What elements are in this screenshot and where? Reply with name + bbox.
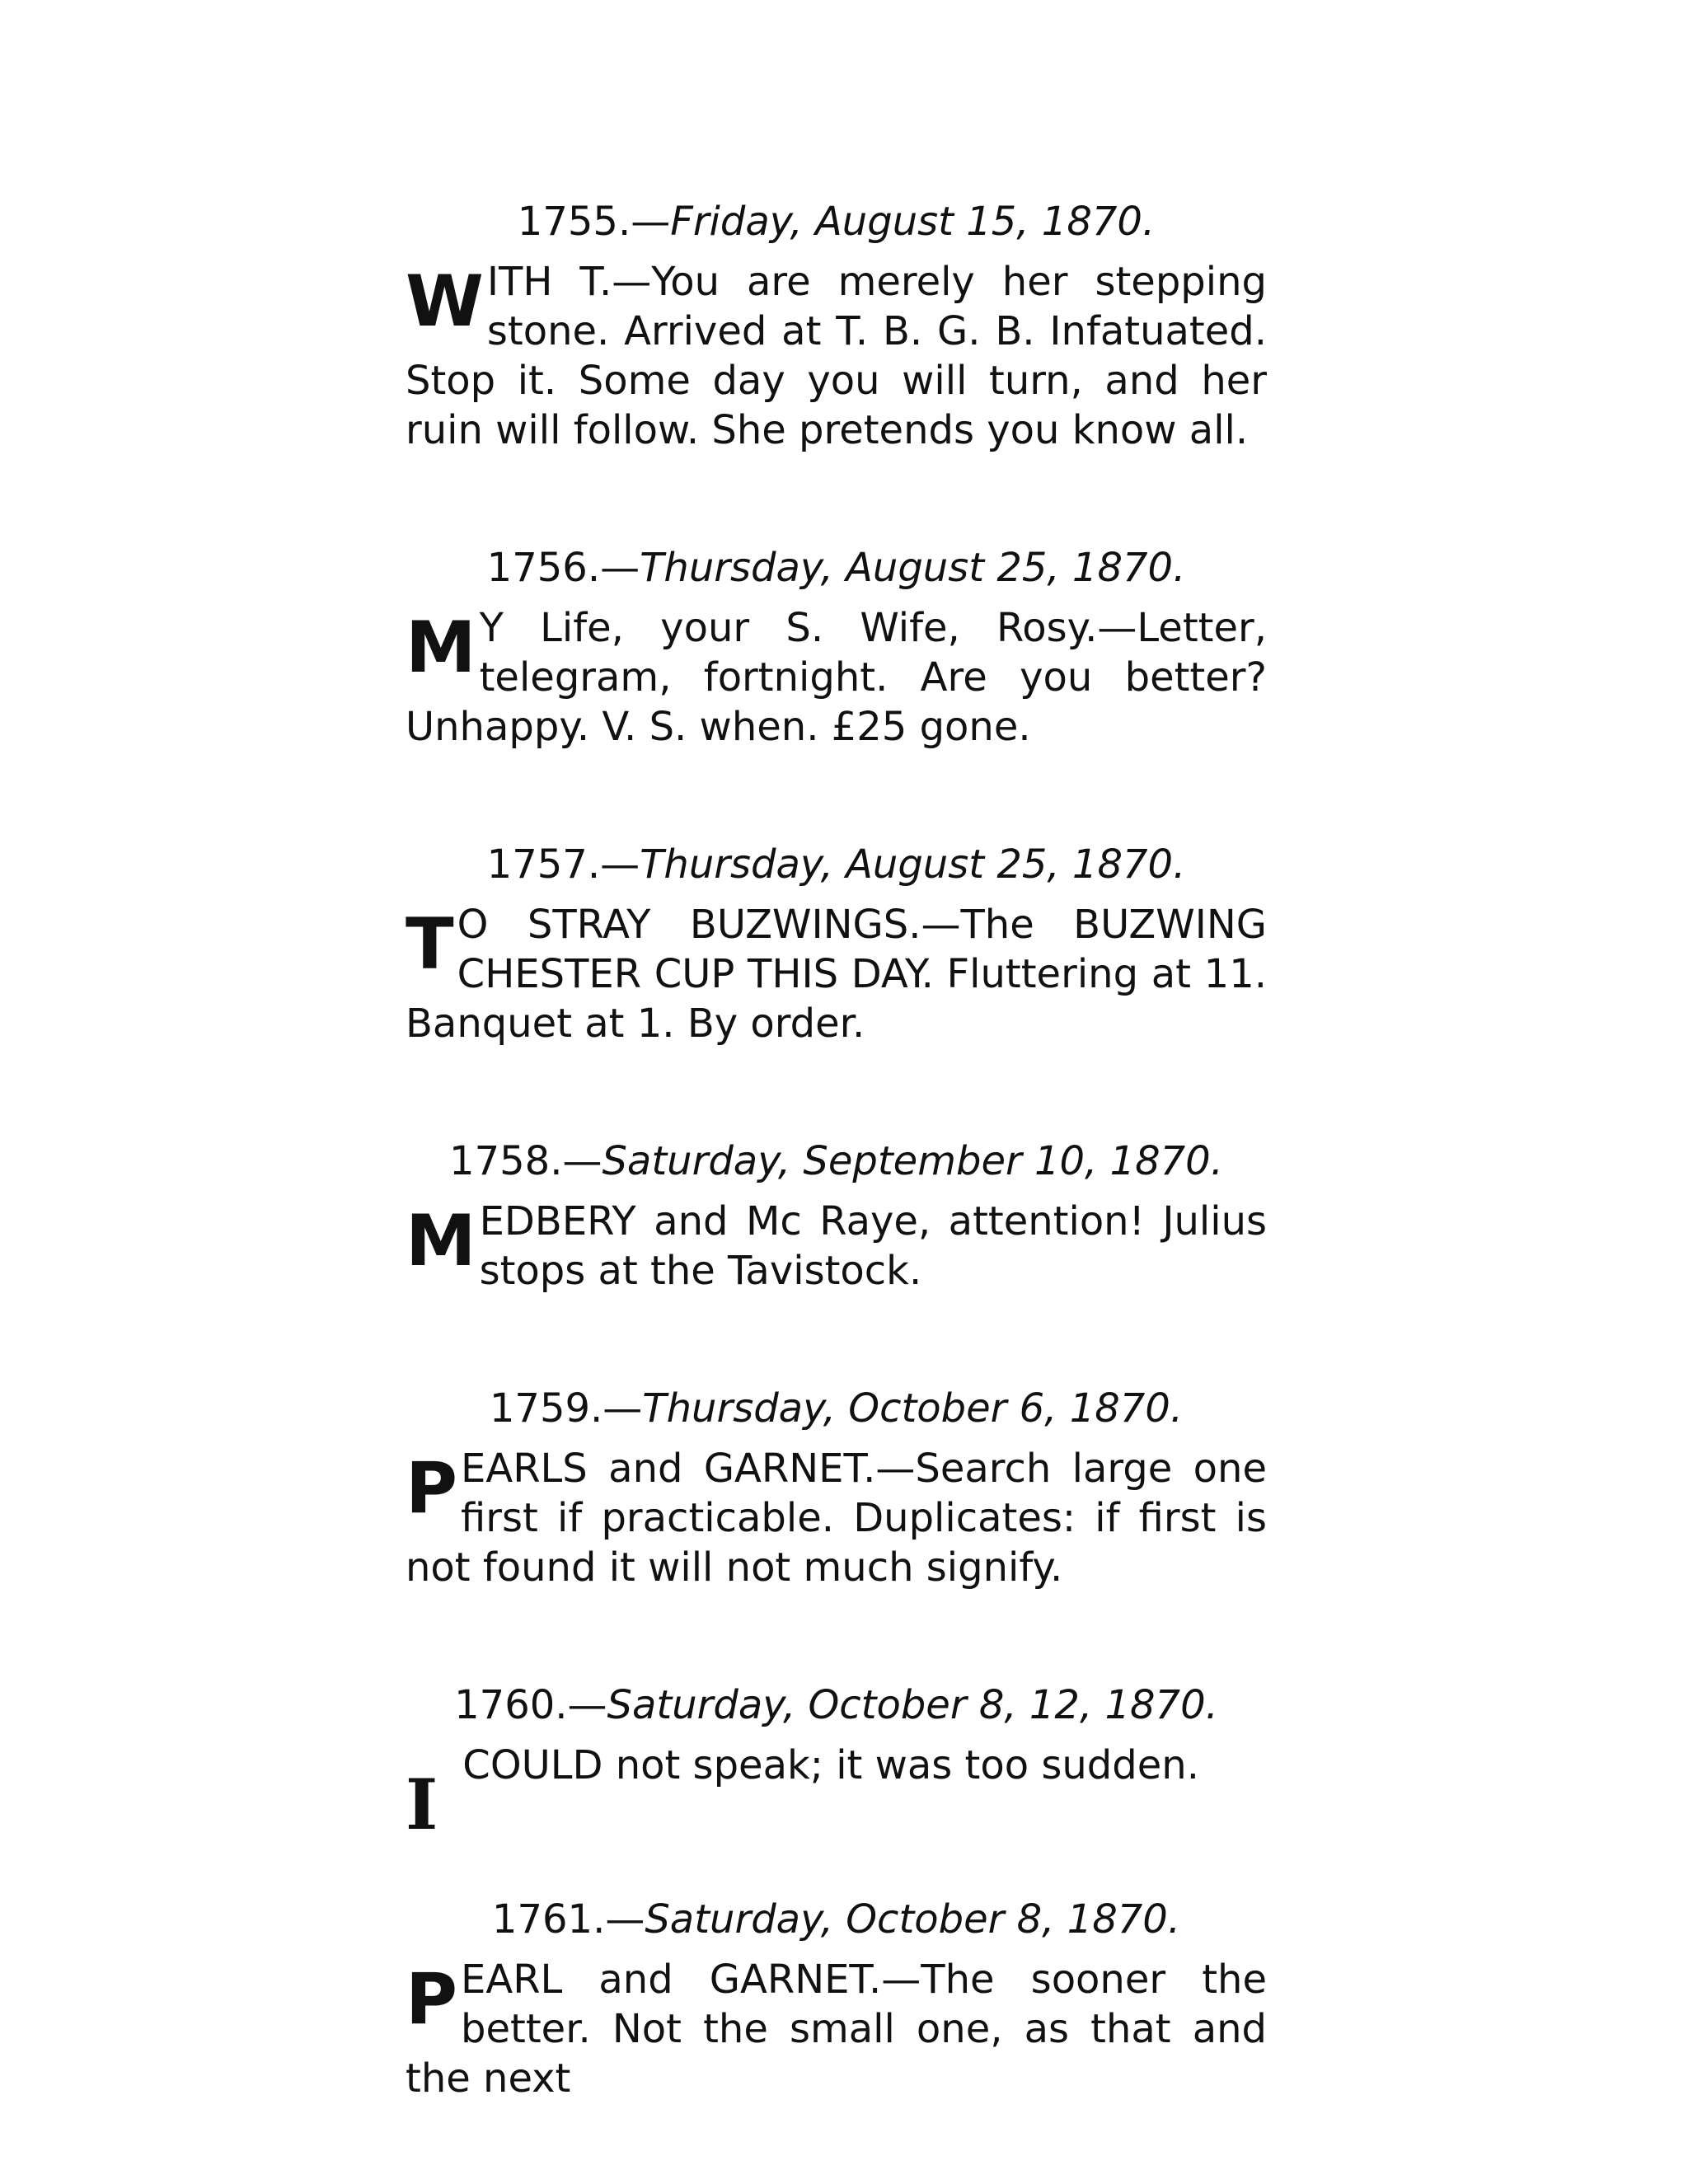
entry-number: 1757.— <box>486 841 640 888</box>
entry-number: 1761.— <box>491 1896 645 1943</box>
entry-1757 <box>406 839 1267 1048</box>
entry-heading <box>406 1136 1267 1187</box>
entry-heading <box>406 1383 1267 1434</box>
entry-body <box>406 1444 1267 1592</box>
entry-heading <box>406 1894 1267 1945</box>
entry-number: 1756.— <box>486 545 640 591</box>
entry-number: 1755.— <box>517 199 671 245</box>
entry-body <box>406 1197 1267 1296</box>
entry-date: Thursday, October 6, 1870. <box>642 1385 1184 1432</box>
drop-cap: T <box>406 903 454 986</box>
drop-cap: M <box>406 607 476 689</box>
drop-cap: P <box>406 1447 458 1530</box>
entry-1756 <box>406 542 1267 752</box>
entry-text: EDBERY and Mc Raye, attention! Julius stops at the Tavistock. <box>479 1198 1267 1294</box>
entry-1760 <box>406 1680 1267 1845</box>
entry-heading <box>406 1680 1267 1731</box>
drop-cap: I <box>406 1764 438 1845</box>
entry-number: 1760.— <box>454 1682 607 1728</box>
entry-number: 1759.— <box>489 1385 643 1432</box>
entry-text: O STRAY BUZWINGS.—The BUZWING CHESTER CUP THIS DAY. Fluttering at 11. Banquet at 1. By order. <box>406 902 1267 1047</box>
entry-heading <box>406 542 1267 593</box>
entry-1761 <box>406 1894 1267 2103</box>
entry-date: Saturday, October 8, 12, 1870. <box>607 1682 1218 1728</box>
entry-text: Y Life, your S. Wife, Rosy.—Letter, telegram, fortnight. Are you better? Unhappy. V. S. when. £25 gone. <box>406 605 1267 750</box>
drop-cap: P <box>406 1958 458 2041</box>
entry-date: Thursday, August 25, 1870. <box>640 841 1186 888</box>
entry-1755 <box>406 196 1267 455</box>
drop-cap: W <box>406 260 484 343</box>
drop-cap: M <box>406 1200 476 1282</box>
entry-date: Friday, August 15, 1870. <box>670 199 1156 245</box>
entry-text: EARLS and GARNET.—Search large one first if practicable. Duplicates: if first is not found it will not much signify. <box>406 1446 1267 1591</box>
entry-body <box>406 900 1267 1048</box>
entry-body <box>406 1955 1267 2103</box>
entry-date: Saturday, October 8, 1870. <box>645 1896 1181 1943</box>
document-page <box>406 196 1267 2103</box>
entry-heading <box>406 839 1267 890</box>
entry-text: ITH T.—You are merely her stepping stone. Arrived at T. B. G. B. Infatuated. Stop it. Some day you will turn, and her ruin will follow. She pretends you know all. <box>406 259 1267 453</box>
entry-1758 <box>406 1136 1267 1296</box>
entry-1759 <box>406 1383 1267 1592</box>
entry-body <box>406 603 1267 752</box>
entry-body <box>406 1741 1267 1845</box>
entry-heading <box>406 196 1267 247</box>
entry-date: Saturday, September 10, 1870. <box>602 1138 1223 1184</box>
entry-text: EARL and GARNET.—The sooner the better. Not the small one, as that and the next <box>406 1957 1267 2102</box>
entry-body <box>406 257 1267 455</box>
entry-text: COULD not speak; it was too sudden. <box>462 1742 1199 1788</box>
entry-number: 1758.— <box>449 1138 603 1184</box>
entry-date: Thursday, August 25, 1870. <box>640 545 1186 591</box>
